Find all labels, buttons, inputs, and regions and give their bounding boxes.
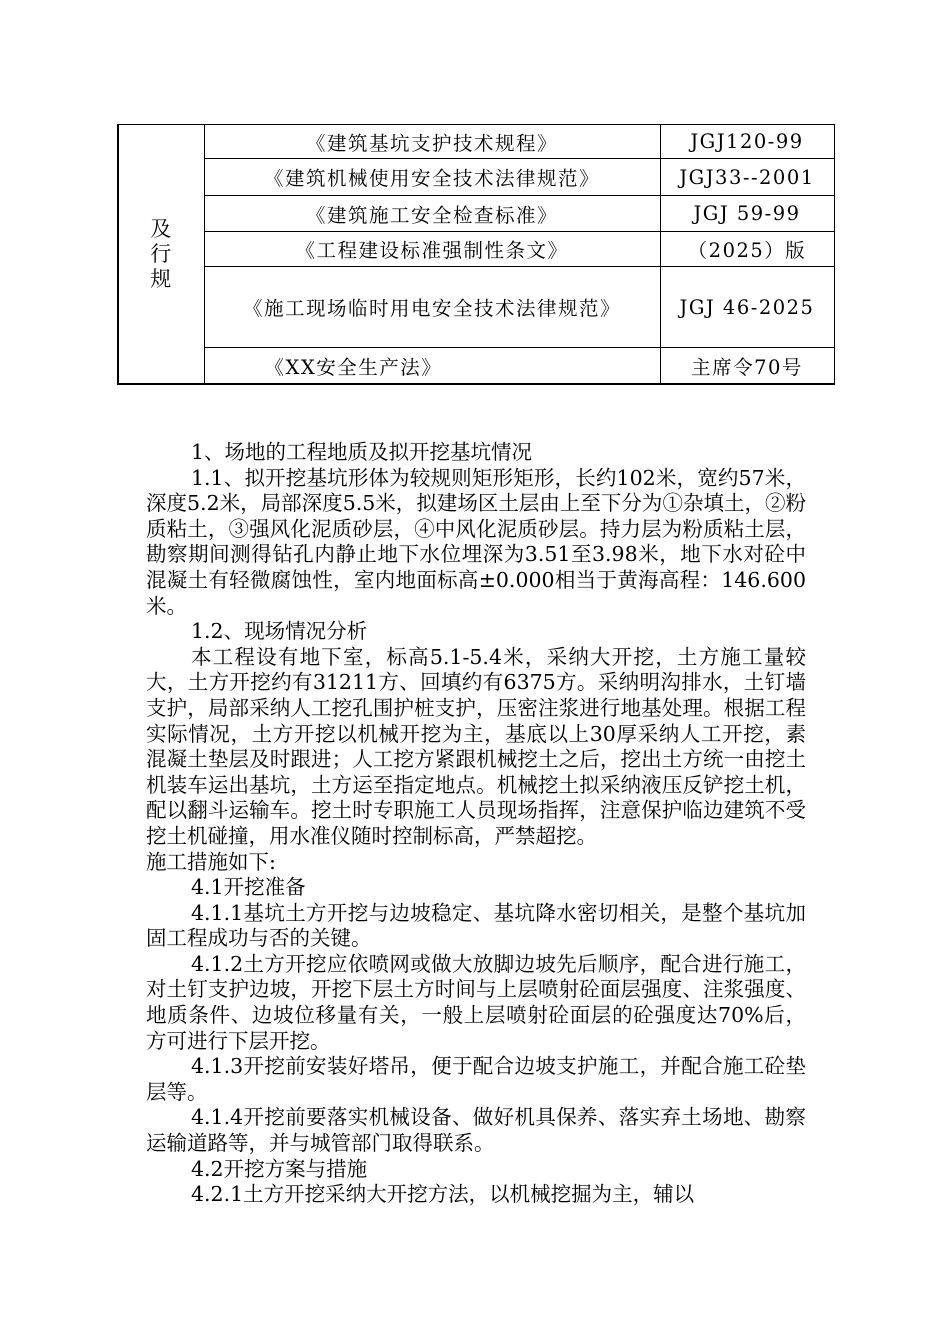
table-side-label: 及行规 [150, 216, 173, 291]
regulation-name: 《施工现场临时用电安全技术法律规范》 [204, 267, 660, 348]
regulation-name: 《建筑基坑支护技术规程》 [204, 125, 660, 159]
table-row [118, 232, 834, 267]
regulation-code: JGJ33--2001 [660, 159, 834, 196]
table-row [118, 125, 834, 159]
regulation-name: 《工程建设标准强制性条文》 [204, 232, 660, 267]
table-side-label-cell [118, 125, 204, 385]
paragraph: 本工程设有地下室，标高5.1-5.4米，采纳大开挖，土方施工量较大，土方开挖约有31211方、回填约有6375方。采纳明沟排水，土钉墙支护，局部采纳人工挖孔围护桩支护，压密注浆进行地基处理。根据工程实际情况，土方开挖以机械开挖为主，基底以上30厚采纳人工开挖，素混凝土垫层及时跟进；人工挖方紧跟机械挖土之后，挖出土方统一由挖土机装车运出基坑，土方运至指定地点。机械挖土拟采纳液压反铲挖土机，配以翻斗运输车。挖土时专职施工人员现场指挥，注意保护临边建筑不受挖土机碰撞，用水准仪随时控制标高，严禁超挖。 [146, 644, 806, 848]
section-heading: 1.2、现场情况分析 [191, 619, 368, 644]
table-row [118, 196, 834, 232]
regulation-code: （2025）版 [660, 232, 834, 267]
regulations-table [117, 124, 835, 385]
regulation-code: 主席令70号 [660, 348, 834, 385]
table-row [118, 348, 834, 385]
body-text [146, 440, 806, 1208]
regulation-name: 《建筑施工安全检查标准》 [204, 196, 660, 232]
regulation-code: JGJ120-99 [660, 125, 834, 159]
table-row [118, 267, 834, 348]
regulation-name: 《XX安全生产法》 [204, 348, 660, 385]
paragraph: 1.1、拟开挖基坑形体为较规则矩形矩形，长约102米，宽约57米，深度5.2米，局部深度5.5米，拟建场区土层由上至下分为①杂填土，②粉质粘土，③强风化泥质砂层，④中风化泥质砂层。持力层为粉质粘土层，勘察期间测得钻孔内静止地下水位埋深为3.51至3.98米，地下水对砼中混凝土有轻微腐蚀性，室内地面标高±0.000相当于黄海高程：146.600米。 [146, 465, 806, 618]
regulation-name: 《建筑机械使用安全技术法律规范》 [204, 159, 660, 196]
section-heading: 4.2开挖方案与措施 [191, 1156, 368, 1181]
table-row [118, 159, 834, 196]
paragraph: 4.2.1土方开挖采纳大开挖方法，以机械挖掘为主，辅以 [191, 1182, 695, 1207]
regulation-code: JGJ 46-2025 [660, 267, 834, 348]
paragraph: 4.1.1基坑土方开挖与边坡稳定、基坑降水密切相关，是整个基坑加固工程成功与否的关键。 [146, 900, 806, 951]
paragraph: 施工措施如下: [146, 849, 276, 874]
regulation-code: JGJ 59-99 [660, 196, 834, 232]
section-heading: 1、场地的工程地质及拟开挖基坑情况 [191, 440, 533, 464]
paragraph: 4.1.4开挖前要落实机械设备、做好机具保养、落实弃土场地、勘察运输道路等，并与城管部门取得联系。 [146, 1105, 806, 1156]
paragraph: 4.1.3开挖前安装好塔吊，便于配合边坡支护施工，并配合施工砼垫层等。 [146, 1054, 806, 1104]
section-heading: 4.1开挖准备 [191, 875, 306, 900]
paragraph: 4.1.2土方开挖应依喷网或做大放脚边坡先后顺序，配合进行施工，对土钉支护边坡，开挖下层土方时间与上层喷射砼面层强度、注浆强度、地质条件、边坡位移量有关，一般上层喷射砼面层的砼强度达70%后，方可进行下层开挖。 [146, 951, 806, 1053]
